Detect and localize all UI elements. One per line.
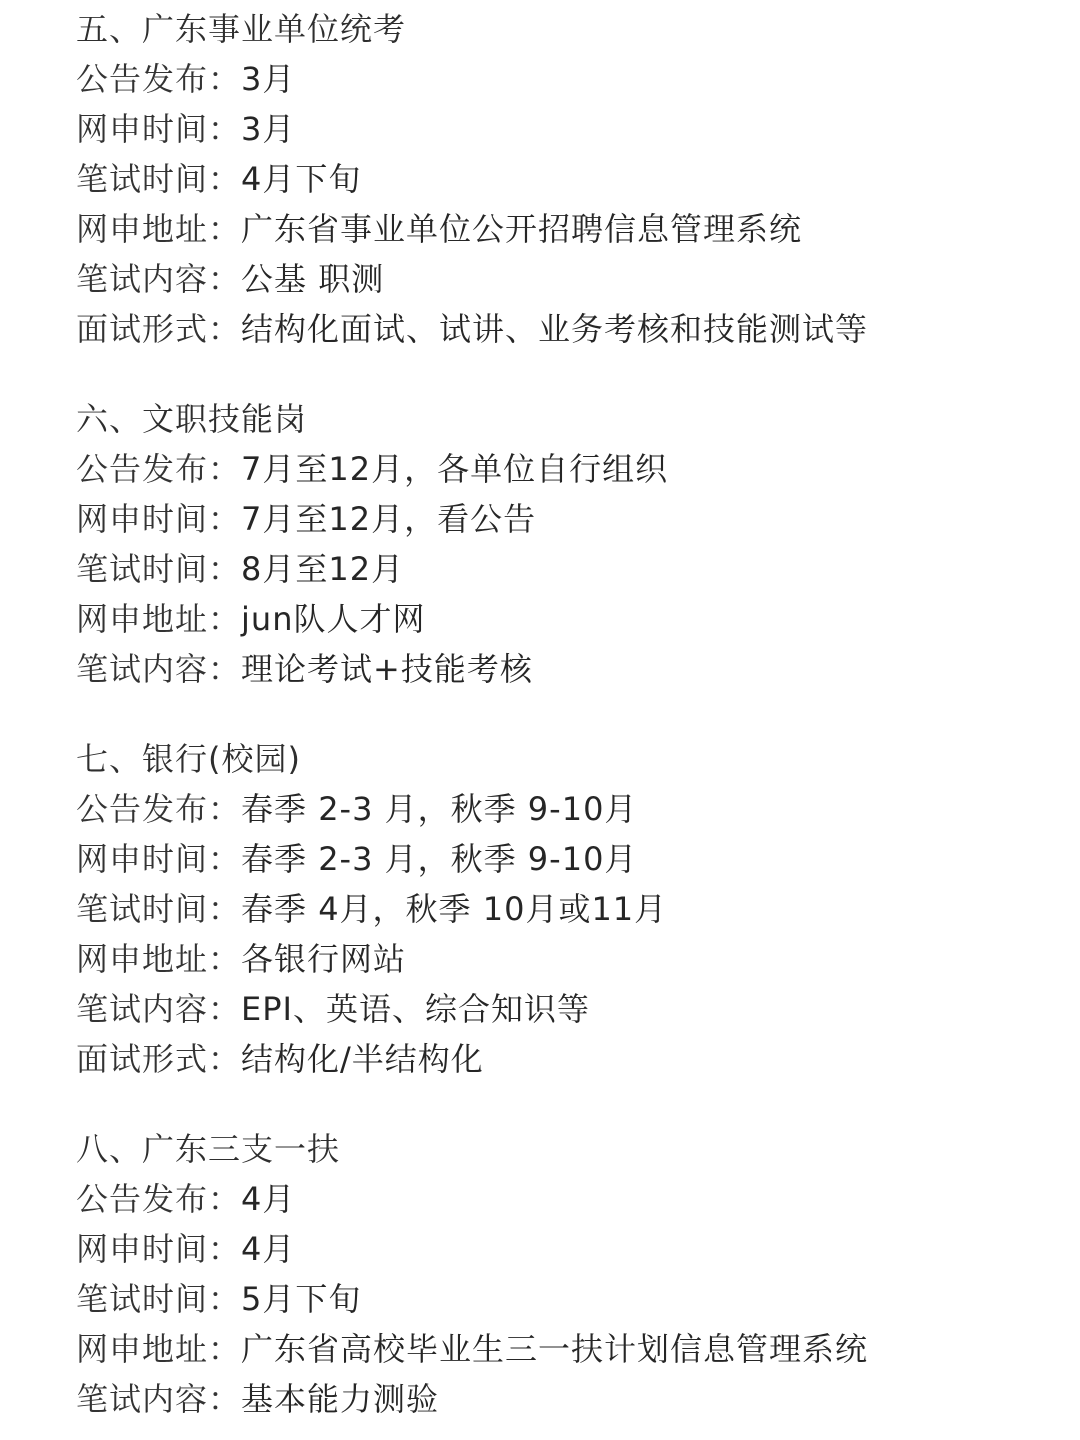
- row-label: 笔试内容：: [76, 1380, 242, 1418]
- row-label: 网申地址：: [76, 940, 242, 978]
- document-page: [76, 4, 1066, 1424]
- info-row: [76, 884, 1066, 934]
- row-label: 公告发布：: [76, 60, 242, 98]
- row-label: 笔试时间：: [76, 1280, 242, 1318]
- row-value: 3月: [241, 60, 296, 98]
- info-row: [76, 784, 1066, 834]
- row-label: 笔试内容：: [76, 650, 242, 688]
- row-label: 面试形式：: [76, 310, 242, 348]
- row-value: 春季 2-3 月，秋季 9-10月: [241, 790, 638, 828]
- info-row: [76, 104, 1066, 154]
- row-label: 公告发布：: [76, 790, 242, 828]
- info-row: [76, 304, 1066, 354]
- info-row: [76, 934, 1066, 984]
- row-label: 网申地址：: [76, 210, 242, 248]
- row-label: 公告发布：: [76, 1180, 242, 1218]
- row-value: 基本能力测验: [241, 1380, 440, 1418]
- row-label: 网申地址：: [76, 600, 242, 638]
- info-row: [76, 1034, 1066, 1084]
- row-value: 4月: [241, 1230, 296, 1268]
- row-label: 面试形式：: [76, 1040, 242, 1078]
- info-row: [76, 444, 1066, 494]
- row-value: 结构化面试、试讲、业务考核和技能测试等: [241, 310, 869, 348]
- row-label: 笔试内容：: [76, 990, 242, 1028]
- row-value: EPI、英语、综合知识等: [241, 990, 590, 1028]
- info-row: [76, 494, 1066, 544]
- info-row: [76, 1274, 1066, 1324]
- section-civilian-skills-posts: [76, 394, 1066, 694]
- row-value: 4月下旬: [241, 160, 362, 198]
- row-value: 春季 2-3 月，秋季 9-10月: [241, 840, 638, 878]
- section-heading: 七、银行(校园): [76, 740, 301, 778]
- info-row: [76, 154, 1066, 204]
- section-heading: 五、广东事业单位统考: [76, 10, 407, 48]
- section-bank-campus: [76, 734, 1066, 1084]
- info-row: [76, 544, 1066, 594]
- row-label: 网申地址：: [76, 1330, 242, 1368]
- row-value: 结构化/半结构化: [241, 1040, 484, 1078]
- section-heading: 六、文职技能岗: [76, 400, 308, 438]
- row-value: 8月至12月: [241, 550, 405, 588]
- row-value: 广东省高校毕业生三一扶计划信息管理系统: [241, 1330, 869, 1368]
- row-value: jun队人才网: [241, 600, 426, 638]
- row-label: 笔试内容：: [76, 260, 242, 298]
- info-row: [76, 1174, 1066, 1224]
- row-label: 网申时间：: [76, 500, 242, 538]
- row-value: 7月至12月，看公告: [241, 500, 537, 538]
- section-guangdong-public-institution-exam: [76, 4, 1066, 354]
- row-value: 各银行网站: [241, 940, 407, 978]
- row-label: 网申时间：: [76, 840, 242, 878]
- row-value: 公基 职测: [241, 260, 385, 298]
- section-heading: 八、广东三支一扶: [76, 1130, 341, 1168]
- row-value: 5月下旬: [241, 1280, 362, 1318]
- row-label: 网申时间：: [76, 1230, 242, 1268]
- row-value: 4月: [241, 1180, 296, 1218]
- row-label: 公告发布：: [76, 450, 242, 488]
- info-row: [76, 254, 1066, 304]
- info-row: [76, 1324, 1066, 1374]
- section-guangdong-three-supports-one-aid: [76, 1124, 1066, 1424]
- info-row: [76, 834, 1066, 884]
- info-row: [76, 594, 1066, 644]
- row-label: 笔试时间：: [76, 160, 242, 198]
- info-row: [76, 1224, 1066, 1274]
- row-label: 笔试时间：: [76, 890, 242, 928]
- row-value: 3月: [241, 110, 296, 148]
- row-value: 7月至12月，各单位自行组织: [241, 450, 669, 488]
- row-label: 网申时间：: [76, 110, 242, 148]
- row-value: 春季 4月，秋季 10月或11月: [241, 890, 668, 928]
- row-value: 广东省事业单位公开招聘信息管理系统: [241, 210, 803, 248]
- info-row: [76, 644, 1066, 694]
- info-row: [76, 984, 1066, 1034]
- info-row: [76, 204, 1066, 254]
- info-row: [76, 54, 1066, 104]
- row-label: 笔试时间：: [76, 550, 242, 588]
- row-value: 理论考试+技能考核: [241, 650, 533, 688]
- info-row: [76, 1374, 1066, 1424]
